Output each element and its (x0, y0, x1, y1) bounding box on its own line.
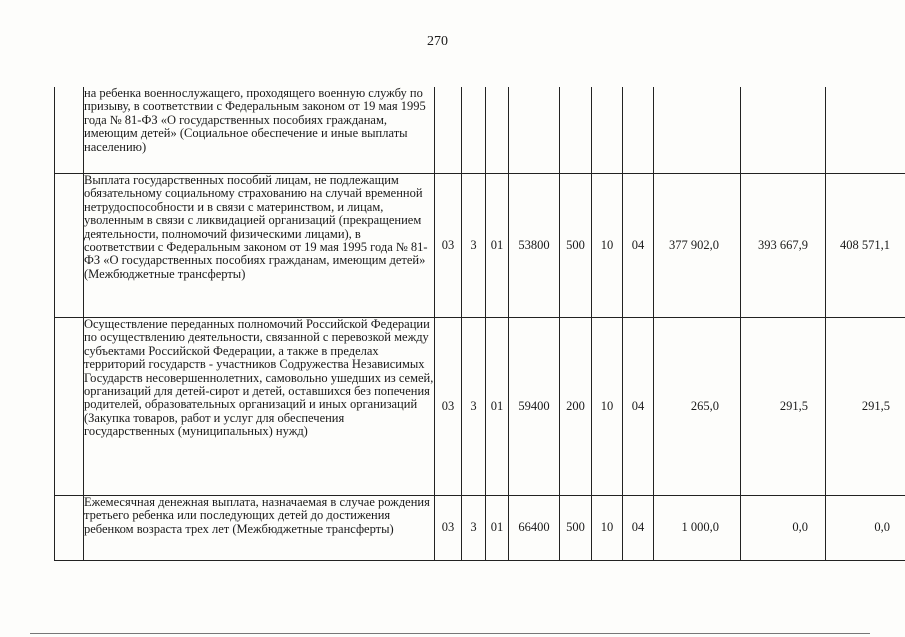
table-row (55, 318, 905, 496)
amount-year1-cell (654, 87, 741, 174)
code-subsection-cell: 04 (623, 318, 654, 496)
code-section-cell: 10 (592, 174, 623, 318)
amount-year2-cell: 0,0 (741, 496, 826, 561)
code-direction-cell: 53800 (509, 174, 560, 318)
budget-table (54, 87, 905, 561)
row-number-cell (55, 87, 84, 174)
amount-year1-cell: 265,0 (654, 318, 741, 496)
code-subsection-cell: 04 (623, 496, 654, 561)
amount-year2-cell: 291,5 (741, 318, 826, 496)
description-cell (84, 174, 435, 318)
description-cell (84, 318, 435, 496)
code-program-cell: 3 (462, 174, 486, 318)
code-chapter-cell: 03 (435, 174, 462, 318)
code-direction-cell (509, 87, 560, 174)
amount-year3-cell: 291,5 (826, 318, 905, 496)
description-text: Осуществление переданных полномочий Российской Федерации по осуществлению деятельности, связанной с перевозкой между субъектами Российской Федерации, а также в пределах территорий государств - участников Содружества Независимых Государств несовершеннолетних, самовольно ушедших из семей, организаций для детей-сирот и детей, оставшихся без попечения родителей, образовательных организаций и иных организаций (Закупка товаров, работ и услуг для обеспечения государственных (муниципальных) нужд) (84, 317, 434, 439)
description-text: Ежемесячная денежная выплата, назначаемая в случае рождения третьего ребенка или последующих детей до достижения ребенком возраста трех лет (Межбюджетные трансферты) (84, 495, 430, 536)
code-subsection-cell (623, 87, 654, 174)
page-bottom-edge (30, 633, 870, 634)
code-program-cell (462, 87, 486, 174)
code-direction-cell: 59400 (509, 318, 560, 496)
code-direction-cell: 66400 (509, 496, 560, 561)
code-expense-type-cell: 500 (560, 174, 592, 318)
table-row (55, 174, 905, 318)
code-subprogram-cell (486, 87, 509, 174)
description-text: Выплата государственных пособий лицам, не подлежащим обязательному социальному страхованию на случай временной нетрудоспособности и в связи с материнством, и лицам, уволенным в связи с ликвидацией организаций (прекращением деятельности, полномочий физическими лицами), в соответствии с Федеральным законом от 19 мая 1995 года № 81-ФЗ «О государственных пособиях гражданам, имеющим детей» (Межбюджетные трансферты) (84, 173, 428, 281)
code-program-cell: 3 (462, 496, 486, 561)
amount-year1-cell: 377 902,0 (654, 174, 741, 318)
code-section-cell: 10 (592, 318, 623, 496)
code-program-cell: 3 (462, 318, 486, 496)
code-subsection-cell: 04 (623, 174, 654, 318)
code-section-cell (592, 87, 623, 174)
row-number-cell (55, 174, 84, 318)
code-section-cell: 10 (592, 496, 623, 561)
description-cell (84, 87, 435, 174)
code-chapter-cell: 03 (435, 496, 462, 561)
amount-year3-cell: 0,0 (826, 496, 905, 561)
table-row (55, 87, 905, 174)
amount-year1-cell: 1 000,0 (654, 496, 741, 561)
amount-year3-cell: 408 571,1 (826, 174, 905, 318)
row-number-cell (55, 318, 84, 496)
description-cell (84, 496, 435, 561)
code-expense-type-cell (560, 87, 592, 174)
code-chapter-cell (435, 87, 462, 174)
code-subprogram-cell: 01 (486, 174, 509, 318)
page-number: 270 (427, 34, 448, 49)
row-number-cell (55, 496, 84, 561)
table-row (55, 496, 905, 561)
code-subprogram-cell: 01 (486, 318, 509, 496)
amount-year2-cell (741, 87, 826, 174)
code-subprogram-cell: 01 (486, 496, 509, 561)
code-expense-type-cell: 200 (560, 318, 592, 496)
code-chapter-cell: 03 (435, 318, 462, 496)
amount-year3-cell (826, 87, 905, 174)
description-text: на ребенка военнослужащего, проходящего военную службу по призыву, в соответствии с Федеральным законом от 19 мая 1995 года № 81-ФЗ «О государственных пособиях гражданам, имеющим детей» (Социальное обеспечение и иные выплаты населению) (84, 87, 426, 154)
code-expense-type-cell: 500 (560, 496, 592, 561)
amount-year2-cell: 393 667,9 (741, 174, 826, 318)
